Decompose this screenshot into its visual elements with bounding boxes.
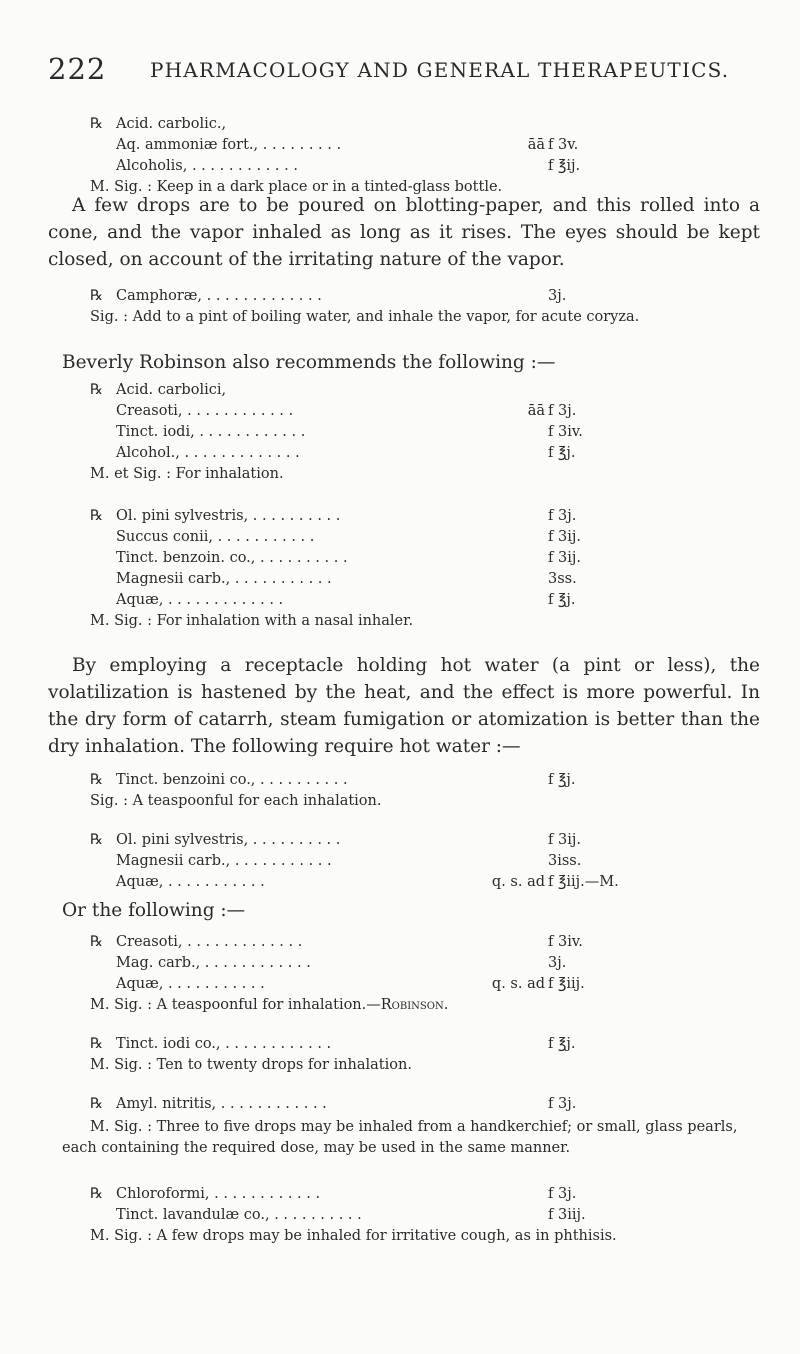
prescription-4 — [90, 506, 690, 632]
rx-line — [90, 569, 690, 590]
prescription-6 — [90, 830, 690, 893]
dose: f 3ij. — [548, 832, 581, 848]
rx-line — [90, 770, 690, 791]
dose: 3iss. — [548, 853, 582, 869]
quantity-qualifier: q. s. ad — [491, 874, 545, 890]
page-header — [48, 52, 760, 96]
prescription-10 — [90, 1184, 690, 1247]
dose: f ℥j. — [548, 445, 576, 461]
rx-line — [90, 401, 690, 422]
intro-text: Or the following :— — [62, 900, 246, 921]
ingredient: Aquæ, . . . . . . . . . . . — [116, 874, 265, 890]
prescription-7 — [90, 932, 690, 1016]
ingredient: Tinct. benzoini co., . . . . . . . . . . — [116, 772, 348, 788]
paragraph-text: By employing a receptacle holding hot water (a pint or less), the volatilization is hastened by the heat, and the effect is more powerful. In the dry form of catarrh, steam fumigation or atomization is better than the dry inhalation. The following require hot water :— — [48, 655, 760, 757]
rx-line — [90, 932, 690, 953]
rx-line — [90, 1094, 690, 1115]
paragraph — [48, 652, 760, 760]
rx-line — [90, 1034, 690, 1055]
rx-symbol-icon: ℞ — [90, 934, 103, 950]
ingredient: Aquæ, . . . . . . . . . . . — [116, 976, 265, 992]
dose: 3j. — [548, 288, 567, 304]
dose: f 3iij. — [548, 1207, 586, 1223]
ingredient: Tinct. benzoin. co., . . . . . . . . . . — [116, 550, 348, 566]
signature-instruction: M. Sig. : Three to five drops may be inhaled from a handkerchief; or small, glass pearls, each containing the required dose, may be used in the same manner. — [62, 1119, 738, 1156]
ingredient: Acid. carbolici, — [116, 382, 227, 398]
ingredient: Tinct. iodi co., . . . . . . . . . . . . — [116, 1036, 332, 1052]
quantity-qualifier: āā — [527, 403, 545, 419]
ingredient: Mag. carb., . . . . . . . . . . . . — [116, 955, 311, 971]
rx-line — [90, 506, 690, 527]
prescription-5 — [90, 770, 690, 812]
ingredient: Alcoholis, . . . . . . . . . . . . — [116, 158, 298, 174]
running-title: PHARMACOLOGY AND GENERAL THERAPEUTICS. — [150, 58, 730, 82]
quantity-qualifier: āā — [527, 137, 545, 153]
rx-symbol-icon: ℞ — [90, 288, 103, 304]
signature-instruction: M. Sig. : Ten to twenty drops for inhalation. — [90, 1057, 412, 1073]
dose: f 3j. — [548, 508, 577, 524]
rx-line — [90, 953, 690, 974]
signature-instruction: Sig. : A teaspoonful for each inhalation. — [90, 793, 382, 809]
dose: f 3j. — [548, 1096, 577, 1112]
prescription-8 — [90, 1034, 690, 1076]
ingredient: Camphoræ, . . . . . . . . . . . . . — [116, 288, 322, 304]
ingredient: Succus conii, . . . . . . . . . . . — [116, 529, 315, 545]
ingredient: Creasoti, . . . . . . . . . . . . . — [116, 934, 303, 950]
prescription-3 — [90, 380, 690, 485]
dose: f 3j. — [548, 1186, 577, 1202]
rx-line — [90, 1205, 690, 1226]
rx-line — [90, 443, 690, 464]
paragraph — [48, 192, 760, 273]
rx-line — [90, 872, 690, 893]
ingredient: Ol. pini sylvestris, . . . . . . . . . . — [116, 508, 341, 524]
rx-line — [90, 527, 690, 548]
ingredient: Magnesii carb., . . . . . . . . . . . — [116, 853, 332, 869]
prescription-9 — [90, 1094, 690, 1115]
signature-instruction: M. Sig. : Keep in a dark place or in a tinted-glass bottle. — [90, 179, 503, 195]
ingredient: Creasoti, . . . . . . . . . . . . — [116, 403, 294, 419]
rx-symbol-icon: ℞ — [90, 1186, 103, 1202]
rx-line — [90, 830, 690, 851]
rx-line — [90, 286, 690, 307]
signature-instruction: Sig. : Add to a pint of boiling water, and inhale the vapor, for acute coryza. — [90, 309, 640, 325]
ingredient: Ol. pini sylvestris, . . . . . . . . . . — [116, 832, 341, 848]
quantity-qualifier: q. s. ad — [491, 976, 545, 992]
rx-line — [90, 974, 690, 995]
rx-symbol-icon: ℞ — [90, 508, 103, 524]
rx-line — [90, 422, 690, 443]
ingredient: Aquæ, . . . . . . . . . . . . . — [116, 592, 284, 608]
rx-symbol-icon: ℞ — [90, 772, 103, 788]
dose: f 3iv. — [548, 424, 583, 440]
rx-line — [90, 380, 690, 401]
dose: 3j. — [548, 955, 567, 971]
ingredient: Magnesii carb., . . . . . . . . . . . — [116, 571, 332, 587]
signature-instruction — [90, 995, 690, 1016]
signature-instruction: M. Sig. : A few drops may be inhaled for irritative cough, as in phthisis. — [90, 1228, 617, 1244]
rx-line — [90, 135, 690, 156]
rx-symbol-icon: ℞ — [90, 116, 103, 132]
dose: f ℥j. — [548, 772, 576, 788]
signature-instruction: M. et Sig. : For inhalation. — [90, 466, 284, 482]
rx-line — [90, 114, 690, 135]
sig-text: M. Sig. : A teaspoonful for inhalation.— — [90, 997, 381, 1013]
ingredient: Tinct. lavandulæ co., . . . . . . . . . . — [116, 1207, 362, 1223]
prescription-1 — [90, 114, 690, 198]
page-number: 222 — [48, 52, 107, 86]
dose: f ℥iij.—M. — [548, 874, 619, 890]
paragraph-text: A few drops are to be poured on blotting-paper, and this rolled into a cone, and the vapor inhaled as long as it rises. The eyes should be kept closed, on account of the irritating nature of the vapor. — [48, 195, 760, 270]
dose: f 3j. — [548, 403, 577, 419]
rx-symbol-icon: ℞ — [90, 832, 103, 848]
rx-symbol-icon: ℞ — [90, 1036, 103, 1052]
ingredient: Tinct. iodi, . . . . . . . . . . . . — [116, 424, 306, 440]
dose: f ℥j. — [548, 592, 576, 608]
rx-line — [90, 1184, 690, 1205]
ingredient: Amyl. nitritis, . . . . . . . . . . . . — [116, 1096, 327, 1112]
rx-line — [90, 590, 690, 611]
rx-line — [90, 548, 690, 569]
dose: f 3ij. — [548, 529, 581, 545]
ingredient: Acid. carbolic., — [116, 116, 227, 132]
rx-line — [90, 156, 690, 177]
dose: f ℥ij. — [548, 158, 581, 174]
ingredient: Alcohol., . . . . . . . . . . . . . — [116, 445, 300, 461]
intro-text: Beverly Robinson also recommends the following :— — [62, 352, 556, 373]
rx-line — [90, 851, 690, 872]
dose: f ℥j. — [548, 1036, 576, 1052]
dose: f ℥iij. — [548, 976, 585, 992]
rx-symbol-icon: ℞ — [90, 1096, 103, 1112]
dose: f 3v. — [548, 137, 579, 153]
signature-instruction: M. Sig. : For inhalation with a nasal inhaler. — [90, 613, 414, 629]
ingredient: Aq. ammoniæ fort., . . . . . . . . . — [116, 137, 342, 153]
dose: f 3iv. — [548, 934, 583, 950]
prescription-2 — [90, 286, 690, 328]
dose: f 3ij. — [548, 550, 581, 566]
rx-symbol-icon: ℞ — [90, 382, 103, 398]
dose: 3ss. — [548, 571, 577, 587]
ingredient: Chloroformi, . . . . . . . . . . . . — [116, 1186, 321, 1202]
sig-author: Robinson. — [380, 997, 449, 1013]
